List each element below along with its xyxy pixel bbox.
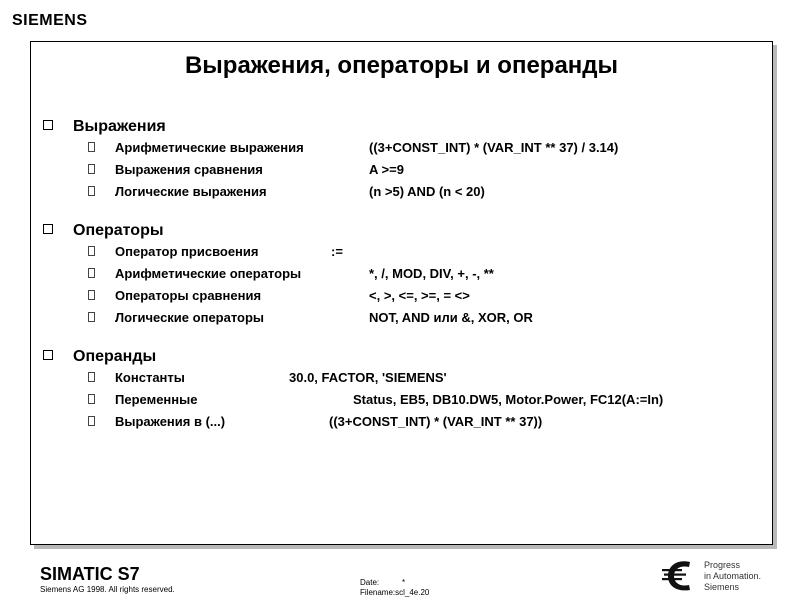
bullet-icon xyxy=(88,372,95,382)
bullet-icon xyxy=(88,394,95,404)
footer-brand: SIMATIC S7 xyxy=(40,564,140,584)
date-label: Date: xyxy=(360,578,380,587)
bullet-icon xyxy=(88,142,95,152)
item-value: := xyxy=(331,244,343,259)
item-value: NOT, AND или &, XOR, OR xyxy=(369,310,533,325)
bullet-icon xyxy=(88,312,95,322)
footer-filename xyxy=(360,588,429,597)
item-label: Арифметические выражения xyxy=(115,140,304,155)
item-label: Логические операторы xyxy=(115,310,265,325)
progress-logo-icon xyxy=(660,559,698,593)
item-value: Status, EB5, DB10.DW5, Motor.Power, FC12(A:=In) xyxy=(353,392,664,407)
bullet-icon xyxy=(88,186,95,196)
section-title: Операторы xyxy=(73,222,164,239)
checkbox-bullet-icon xyxy=(43,224,53,234)
item-value: ((3+CONST_INT) * (VAR_INT ** 37) / 3.14) xyxy=(369,140,619,155)
slide-title: Выражения, операторы и операнды xyxy=(184,52,619,79)
date-value: * xyxy=(402,578,406,587)
siemens-logo: SIEMENS xyxy=(12,12,88,29)
bullet-icon xyxy=(88,416,95,426)
slide-panel xyxy=(30,41,773,545)
section-heading xyxy=(43,118,166,136)
item-label: Операторы сравнения xyxy=(115,288,262,303)
tagline-line: in Automation. xyxy=(704,571,762,581)
section-heading xyxy=(43,348,156,366)
item-value: <, >, <=, >=, = <> xyxy=(369,288,470,303)
item-label: Арифметические операторы xyxy=(115,266,302,281)
section-title: Выражения xyxy=(73,118,166,135)
section-heading xyxy=(43,222,164,240)
progress-tagline xyxy=(704,560,761,593)
item-value: ((3+CONST_INT) * (VAR_INT ** 37)) xyxy=(329,414,543,429)
item-label: Переменные xyxy=(115,392,198,407)
bullet-icon xyxy=(88,246,95,256)
footer-copyright: Siemens AG 1998. All rights reserved. xyxy=(40,585,175,594)
tagline-line: Siemens xyxy=(704,582,740,592)
item-value: 30.0, FACTOR, 'SIEMENS' xyxy=(289,370,447,385)
item-label: Выражения сравнения xyxy=(115,162,263,177)
checkbox-bullet-icon xyxy=(43,350,53,360)
filename-label: Filename: xyxy=(360,588,396,597)
item-label: Константы xyxy=(115,370,185,385)
footer-date xyxy=(360,578,405,587)
bullet-icon xyxy=(88,268,95,278)
item-value: A >=9 xyxy=(369,162,404,177)
checkbox-bullet-icon xyxy=(43,120,53,130)
tagline-line: Progress xyxy=(704,560,741,570)
bullet-icon xyxy=(88,290,95,300)
filename-value: scl_4e.20 xyxy=(395,588,430,597)
section-title: Операнды xyxy=(73,348,157,365)
item-value: *, /, MOD, DIV, +, -, ** xyxy=(369,266,494,281)
item-label: Выражения в (...) xyxy=(115,414,226,429)
item-label: Логические выражения xyxy=(115,184,267,199)
item-label: Оператор присвоения xyxy=(115,244,259,259)
bullet-icon xyxy=(88,164,95,174)
item-value: (n >5) AND (n < 20) xyxy=(369,184,485,199)
